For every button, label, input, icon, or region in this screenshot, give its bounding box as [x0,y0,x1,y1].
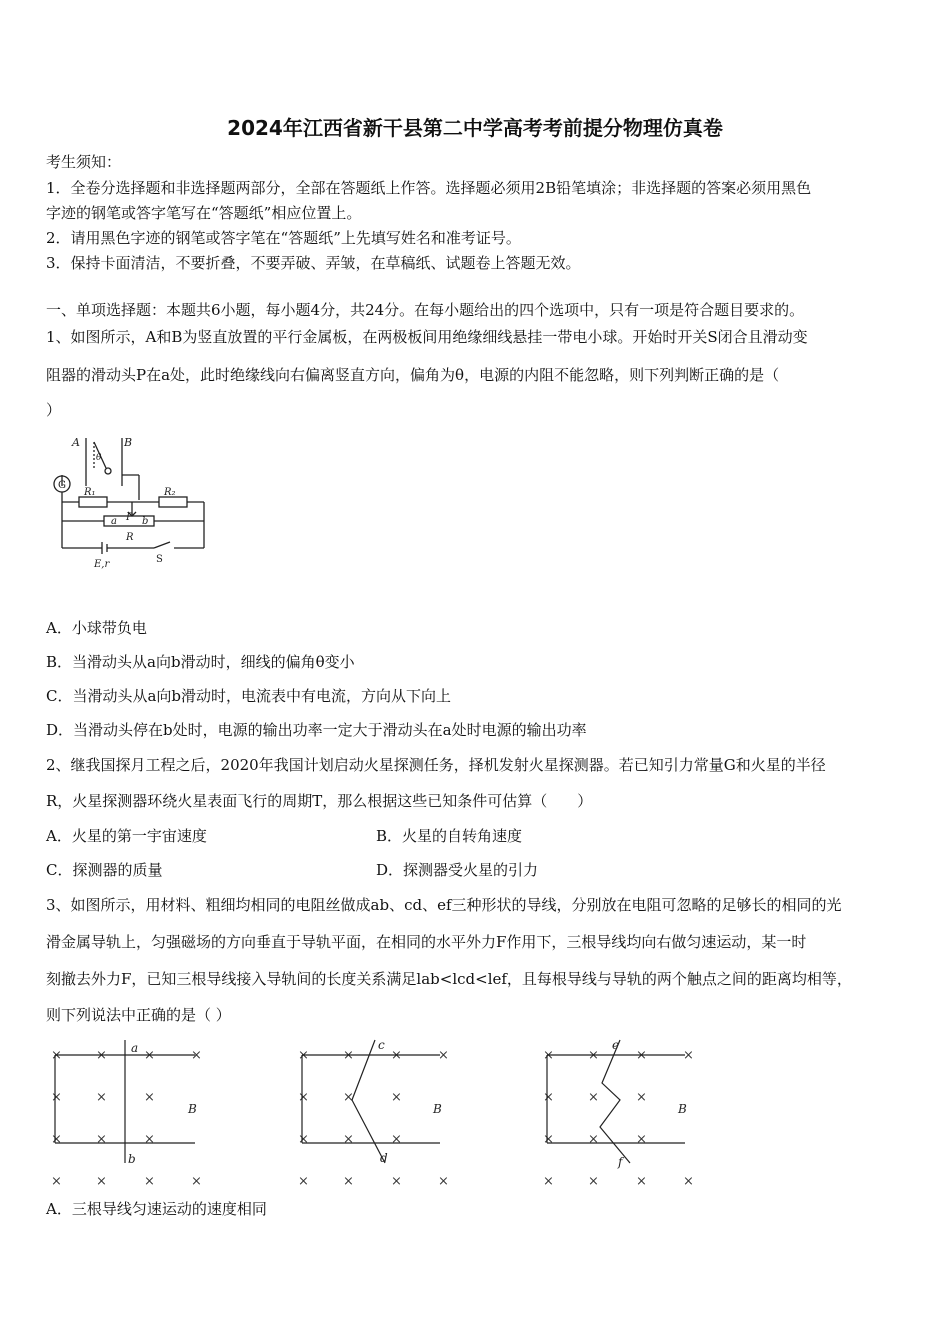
field-x-mark: × [636,1090,647,1105]
q2-option-a: A．火星的第一宇宙速度 [46,827,207,845]
fig1-label-a: a [111,516,117,527]
field-x-mark: × [588,1132,599,1147]
field-x-mark: × [191,1174,202,1185]
field-x-mark: × [51,1048,62,1063]
field-x-mark: × [51,1090,62,1105]
notice-item-2: 2．请用黑色字迹的钢笔或答字笔在“答题纸”上先填写姓名和准考证号。 [46,229,521,247]
q1-stem-line2: 阻器的滑动头P在a处，此时绝缘线向右偏离竖直方向，偏角为θ，电源的内阻不能忽略，则下列判断正确的是（ [46,366,780,384]
q2-stem-line2: R，火星探测器环绕火星表面飞行的周期T，那么根据这些已知条件可估算（ ） [46,792,593,810]
notice-item-1-cont: 字迹的钢笔或答字笔写在“答题纸”相应位置上。 [46,204,362,222]
field-x-mark: × [438,1048,449,1063]
field-x-mark: × [543,1174,554,1185]
q2-option-d: D．探测器受火星的引力 [376,861,539,879]
fig3-label-B3: B [678,1102,687,1116]
section-heading: 一、单项选择题：本题共6小题，每小题4分，共24分。在每小题给出的四个选项中，只有一项是符合题目要求的。 [46,301,805,319]
notice-item-1: 1．全卷分选择题和非选择题两部分，全部在答题纸上作答。选择题必须用2B铅笔填涂；非选择题的答案必须用黑色 [46,179,812,197]
q1-option-a: A．小球带负电 [46,619,147,637]
field-x-mark: × [636,1048,647,1063]
field-x-mark: × [144,1174,155,1185]
fig3-label-d: d [380,1151,388,1165]
fig3-label-B2: B [433,1102,442,1116]
field-x-mark: × [636,1174,647,1185]
field-x-mark: × [391,1090,402,1105]
field-x-mark: × [96,1048,107,1063]
field-x-mark: × [343,1174,354,1185]
field-x-mark: × [543,1090,554,1105]
field-x-mark: × [144,1090,155,1105]
field-x-mark: × [588,1090,599,1105]
field-x-mark: × [96,1090,107,1105]
field-x-mark: × [51,1174,62,1185]
field-x-mark: × [391,1132,402,1147]
fig1-label-Er: E,r [94,559,110,570]
field-x-mark: × [298,1132,309,1147]
field-x-mark: × [343,1132,354,1147]
field-x-mark: × [683,1174,694,1185]
field-x-mark: × [343,1090,354,1105]
q3-stem-line3: 刻撤去外力F，已知三根导线接入导轨间的长度关系满足lab<lcd<lef，且每根导线与导轨的两个触点之间的距离均相等， [46,970,852,988]
q2-option-b: B．火星的自转角速度 [376,827,523,845]
q1-stem-line3: ） [46,401,62,419]
field-x-mark: × [588,1174,599,1185]
q3-rails-diagram [40,1035,720,1185]
field-x-mark: × [144,1132,155,1147]
notice-heading: 考生须知： [46,153,122,171]
fig3-label-a: a [131,1041,139,1055]
field-x-mark: × [96,1174,107,1185]
fig1-label-S: S [156,554,163,565]
field-x-mark: × [96,1132,107,1147]
fig3-label-b: b [128,1152,136,1166]
q1-stem-line1: 1、如图所示，A和B为竖直放置的平行金属板，在两极板间用绝缘细线悬挂一带电小球。开始时开关S闭合且滑动变 [46,328,808,346]
fig1-label-theta: θ [96,453,102,463]
fig3-label-c: c [378,1038,385,1052]
q3-option-a: A．三根导线匀速运动的速度相同 [46,1200,267,1218]
field-x-mark: × [298,1174,309,1185]
q2-stem-line1: 2、继我国探月工程之后，2020年我国计划启动火星探测任务，择机发射火星探测器。若已知引力常量G和火星的半径 [46,756,826,774]
field-x-mark: × [298,1090,309,1105]
field-x-mark: × [343,1048,354,1063]
fig1-label-P: P [126,512,133,523]
q1-option-b: B．当滑动头从a向b滑动时，细线的偏角θ变小 [46,653,355,671]
fig1-label-B: B [124,436,133,449]
field-x-mark: × [51,1132,62,1147]
notice-item-3: 3．保持卡面清洁，不要折叠，不要弄破、弄皱，在草稿纸、试题卷上答题无效。 [46,254,581,272]
q1-option-d: D．当滑动头停在b处时，电源的输出功率一定大于滑动头在a处时电源的输出功率 [46,721,587,739]
fig1-label-A: A [72,436,80,449]
field-x-mark: × [543,1048,554,1063]
field-x-mark: × [298,1048,309,1063]
field-x-mark: × [391,1174,402,1185]
fig3-label-f: f [618,1155,623,1169]
field-x-mark: × [391,1048,402,1063]
q3-stem-line4: 则下列说法中正确的是（ ） [46,1006,231,1024]
field-x-mark: × [636,1132,647,1147]
field-x-mark: × [144,1048,155,1063]
fig3-label-e: e [612,1038,620,1052]
fig1-label-b: b [142,516,149,527]
page-title: 2024年江西省新干县第二中学高考考前提分物理仿真卷 [227,116,723,140]
fig1-label-R: R [126,532,134,543]
field-x-mark: × [588,1048,599,1063]
q1-circuit-diagram [44,430,214,575]
q1-option-c: C．当滑动头从a向b滑动时，电流表中有电流，方向从下向上 [46,687,452,705]
field-x-mark: × [191,1048,202,1063]
q3-stem-line1: 3、如图所示，用材料、粗细均相同的电阻丝做成ab、cd、ef三种形状的导线，分别放在电阻可忽略的足够长的相同的光 [46,896,842,914]
fig1-label-R1: R₁ [84,487,96,498]
fig3-label-B1: B [188,1102,197,1116]
field-x-mark: × [543,1132,554,1147]
field-x-mark: × [683,1048,694,1063]
q2-option-c: C．探测器的质量 [46,861,163,879]
field-x-mark: × [438,1174,449,1185]
fig1-label-R2: R₂ [164,487,176,498]
q3-stem-line2: 滑金属导轨上，匀强磁场的方向垂直于导轨平面，在相同的水平外力F作用下，三根导线均向右做匀速运动，某一时 [46,933,807,951]
fig1-label-G: G [58,480,66,491]
